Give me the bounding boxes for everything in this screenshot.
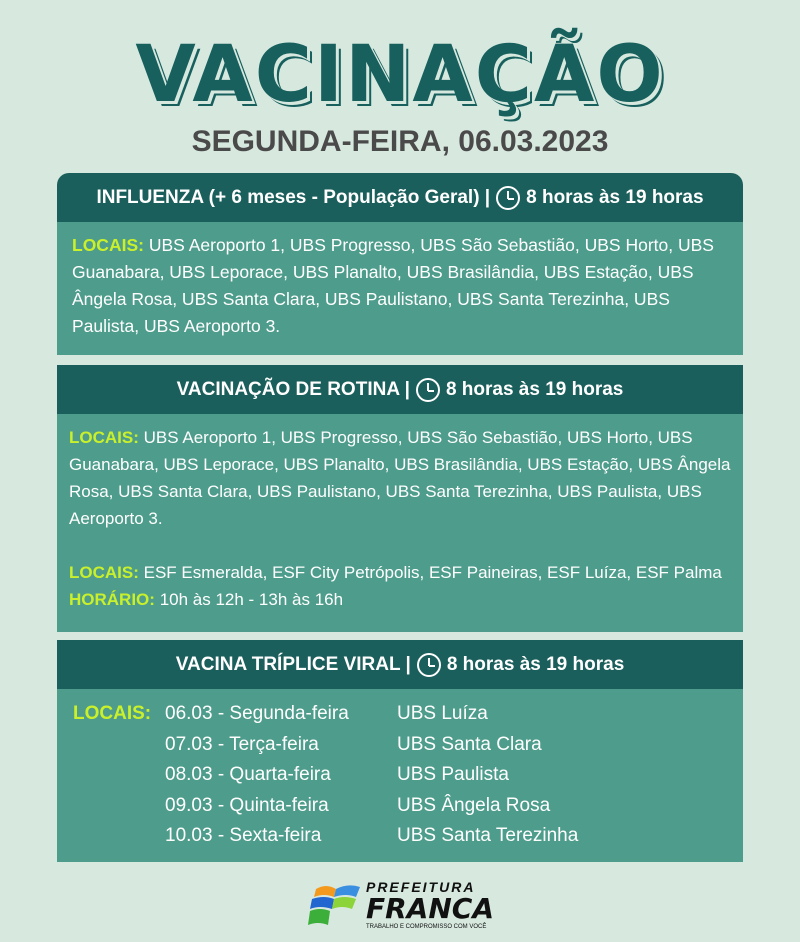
schedule-day: 09.03 - Quinta-feira [165, 794, 329, 816]
schedule-place: UBS Paulista [397, 764, 509, 785]
section-hours: 8 horas às 19 horas [446, 653, 625, 675]
section-title: INFLUENZA (+ 6 meses - População Geral) | [96, 186, 491, 208]
locais-label: LOCAIS: [73, 703, 152, 724]
schedule-day: 07.03 - Terça-feira [165, 733, 319, 755]
page-title: VACINAÇÃO [135, 30, 665, 120]
logo-mark-icon [306, 881, 362, 929]
schedule-table [57, 689, 743, 862]
horario-text: 10h às 12h - 13h às 16h [159, 590, 344, 609]
schedule-day: 10.03 - Sexta-feira [165, 825, 322, 846]
triplice-section [57, 640, 743, 862]
clock-icon [417, 653, 441, 677]
schedule-day: 06.03 - Segunda-feira [165, 703, 349, 724]
section-title: VACINA TRÍPLICE VIRAL | [175, 653, 411, 675]
clock-icon [496, 186, 520, 210]
locais-label: LOCAIS: [69, 563, 139, 582]
logo-line2: FRANCA [365, 892, 494, 926]
locais-text: UBS Aeroporto 1, UBS Progresso, UBS São Sebastião, UBS Horto, UBS Guanabara, UBS Leporace, UBS Planalto, UBS Brasilândia, UBS Estação, UBS Ângela Rosa, UBS Santa Clara, UBS Paulistano, UBS Santa Terezinha, UBS Paulista, UBS Aeroporto 3. [72, 235, 714, 336]
clock-icon [416, 378, 440, 402]
section-header [57, 640, 743, 689]
section-hours: 8 horas às 19 horas [445, 378, 624, 400]
schedule-place: UBS Ângela Rosa [397, 794, 551, 816]
section-title: VACINAÇÃO DE ROTINA | [176, 378, 410, 400]
schedule-place: UBS Luíza [397, 703, 488, 724]
logo-tagline: TRABALHO E COMPROMISSO COM VOCÊ [365, 923, 487, 930]
section-body [57, 414, 743, 632]
locais-text: ESF Esmeralda, ESF City Petrópolis, ESF Paineiras, ESF Luíza, ESF Palma [143, 563, 722, 582]
logo-line1: PREFEITURA [365, 878, 476, 895]
locais-label: LOCAIS: [69, 428, 139, 447]
prefeitura-franca-logo [306, 880, 494, 930]
section-hours: 8 horas às 19 horas [526, 186, 704, 208]
schedule-day: 08.03 - Quarta-feira [165, 764, 331, 785]
section-header [57, 365, 743, 414]
schedule-place: UBS Santa Terezinha [397, 825, 579, 846]
locais-label: LOCAIS: [72, 235, 144, 255]
section-body [57, 222, 743, 355]
schedule-place: UBS Santa Clara [397, 733, 542, 755]
influenza-section [57, 173, 743, 355]
rotina-section [57, 365, 743, 632]
locais-text: UBS Aeroporto 1, UBS Progresso, UBS São Sebastião, UBS Horto, UBS Guanabara, UBS Leporace, UBS Planalto, UBS Brasilândia, UBS Estação, UBS Ângela Rosa, UBS Santa Clara, UBS Paulistano, UBS Santa Terezinha, UBS Paulista, UBS Aeroporto 3. [69, 428, 731, 528]
date-subtitle: SEGUNDA-FEIRA, 06.03.2023 [191, 125, 609, 158]
horario-label: HORÁRIO: [69, 590, 155, 609]
section-header [57, 173, 743, 222]
